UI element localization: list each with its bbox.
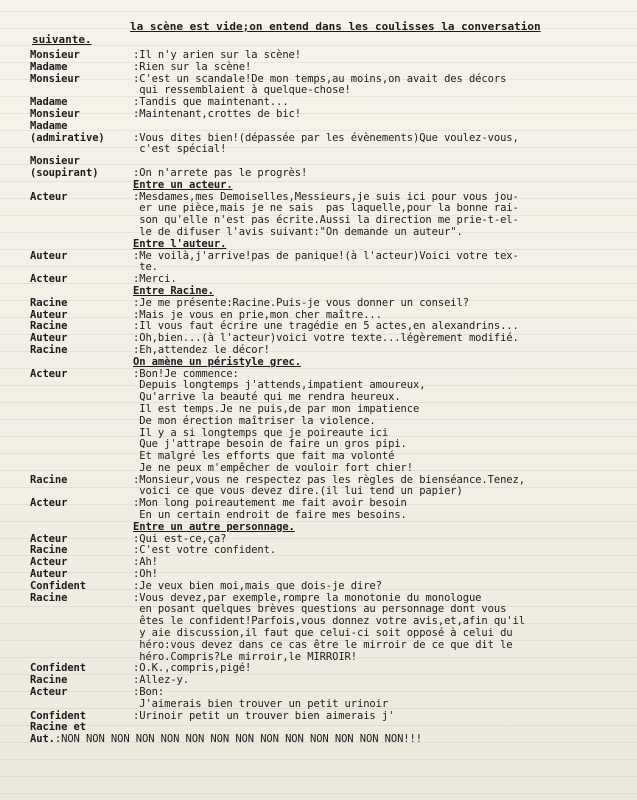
dialogue-text: :Maintenant,crottes de bic! bbox=[133, 107, 301, 120]
speaker-name bbox=[30, 439, 133, 451]
script-line bbox=[30, 262, 625, 274]
speaker-name: Acteur bbox=[30, 686, 68, 699]
dialogue-text: héro:vous devez dans ce cas être le mirroir de ce que dit le bbox=[133, 638, 513, 651]
dialogue-text: :Urinoir petit un trouver bien aimerais j' bbox=[133, 709, 395, 722]
direction-text: Entre l'auteur. bbox=[133, 237, 227, 250]
dialogue-text: Depuis longtemps j'attends,impatient amoureux, bbox=[133, 379, 426, 392]
direction-text: Entre un acteur. bbox=[133, 178, 233, 191]
script-line bbox=[30, 345, 625, 357]
script-body bbox=[30, 50, 625, 746]
speaker-name: Auteur bbox=[30, 308, 68, 321]
final-text: :NON NON NON NON NON NON NON NON NON NON NON NON NON NON!!! bbox=[54, 733, 422, 746]
speaker-name: Confident bbox=[30, 662, 86, 675]
speaker-name bbox=[30, 510, 133, 522]
speaker-name: Monsieur bbox=[30, 72, 80, 85]
speaker-name bbox=[30, 640, 133, 652]
dialogue-text: :Rien sur la scène! bbox=[133, 60, 252, 73]
script-line bbox=[30, 274, 625, 286]
script-line bbox=[30, 652, 625, 664]
script-line bbox=[30, 581, 625, 593]
stage-direction bbox=[30, 286, 625, 298]
speaker-name bbox=[30, 404, 133, 416]
dialogue-text: er une pièce,mais je ne sais pas laquelle,pour la bonne rai- bbox=[133, 202, 519, 215]
speaker-name: Auteur bbox=[30, 568, 68, 581]
speaker-name: Confident bbox=[30, 579, 86, 592]
dialogue-text: :Qui est-ce,ça? bbox=[133, 532, 227, 545]
script-line bbox=[30, 510, 625, 522]
dialogue-text: Que j'attrape besoin de faire un gros pipi. bbox=[133, 438, 407, 451]
direction-text: Entre Racine. bbox=[133, 284, 214, 297]
stage-direction bbox=[30, 180, 625, 192]
speaker-name bbox=[30, 451, 133, 463]
speaker-name bbox=[30, 180, 133, 192]
header-intro: la scène est vide;on entend dans les coulisses la conversation bbox=[130, 20, 541, 33]
script-line bbox=[30, 62, 625, 74]
script-line bbox=[30, 85, 625, 97]
speaker-name bbox=[30, 392, 133, 404]
speaker-name: Monsieur bbox=[30, 107, 80, 120]
dialogue-text: :Monsieur,vous ne respectez pas les règles de bienséance.Tenez, bbox=[133, 473, 525, 486]
script-line bbox=[30, 416, 625, 428]
speaker-name bbox=[30, 416, 133, 428]
dialogue-text: :Me voilà,j'arrive!pas de panique!(à l'acteur)Voici votre tex- bbox=[133, 249, 519, 262]
speaker-name bbox=[30, 604, 133, 616]
speaker-name bbox=[30, 286, 133, 298]
speaker-name: Racine bbox=[30, 544, 68, 557]
dialogue-text: c'est spécial! bbox=[133, 143, 227, 156]
dialogue-text: Je ne peux m'empêcher de vouloir fort chier! bbox=[133, 461, 413, 474]
script-line bbox=[30, 97, 625, 109]
dialogue-text: te. bbox=[133, 261, 158, 274]
stage-direction bbox=[30, 357, 625, 369]
dialogue-text: son qu'elle n'est pas écrite.Aussi la direction me prie-t-el- bbox=[133, 214, 519, 227]
header-continuation: suivante. bbox=[32, 33, 92, 46]
speaker-name: Monsieur bbox=[30, 155, 80, 168]
speaker-name: Acteur bbox=[30, 497, 68, 510]
dialogue-text: Il est temps.Je ne puis,de par mon impatience bbox=[133, 402, 420, 415]
speaker-name: Acteur bbox=[30, 273, 68, 286]
speaker-name: Acteur bbox=[30, 367, 68, 380]
speaker-name: Confident bbox=[30, 709, 86, 722]
script-line bbox=[30, 156, 625, 168]
stage-direction bbox=[30, 522, 625, 534]
speaker-name bbox=[30, 203, 133, 215]
speaker-name: Racine bbox=[30, 320, 68, 333]
speaker-name: Racine bbox=[30, 343, 68, 356]
script-line bbox=[30, 121, 625, 133]
dialogue-text: :Eh,attendez le décor! bbox=[133, 343, 270, 356]
script-line bbox=[30, 640, 625, 652]
dialogue-text: :Merci. bbox=[133, 273, 177, 286]
speaker-name bbox=[30, 380, 133, 392]
speaker-name: Acteur bbox=[30, 190, 68, 203]
dialogue-text: :On n'arrete pas le progrès! bbox=[133, 166, 308, 179]
script-line bbox=[30, 663, 625, 675]
speaker-name: Auteur bbox=[30, 332, 68, 345]
dialogue-text: :Vous dites bien!(dépassée par les évènements)Que voulez-vous, bbox=[133, 131, 519, 144]
dialogue-text: :Oh,bien...(à l'acteur)voici votre texte...légèrement modifié. bbox=[133, 332, 519, 345]
speaker-name: Racine bbox=[30, 674, 68, 687]
dialogue-text: :Il n'y arien sur la scène! bbox=[133, 49, 301, 61]
dialogue-text: en posant quelques brèves questions au personnage dont vous bbox=[133, 603, 507, 616]
dialogue-text: :Allez-y. bbox=[133, 674, 189, 687]
direction-text: On amène un péristyle grec. bbox=[133, 355, 301, 368]
dialogue-text: Qu'arrive la beauté qui me rendra heureux. bbox=[133, 391, 401, 404]
dialogue-text: :C'est votre confident. bbox=[133, 544, 277, 557]
script-line bbox=[30, 333, 625, 345]
speaker-name bbox=[30, 628, 133, 640]
speaker-name bbox=[30, 699, 133, 711]
dialogue-text: Il y a si longtemps que je poireaute ici bbox=[133, 426, 389, 439]
speaker-name: Madame bbox=[30, 96, 68, 109]
stage-direction-header bbox=[32, 20, 622, 48]
final-line bbox=[30, 734, 625, 746]
script-line bbox=[30, 699, 625, 711]
speaker-name: Racine bbox=[30, 591, 68, 604]
script-line bbox=[30, 109, 625, 121]
dialogue-text: :C'est un scandale!De mon temps,au moins,on avait des décors bbox=[133, 72, 507, 85]
dialogue-text: :Bon!Je commence: bbox=[133, 367, 239, 380]
dialogue-text bbox=[133, 121, 625, 133]
script-line bbox=[30, 50, 625, 62]
script-line bbox=[30, 545, 625, 557]
script-line bbox=[30, 557, 625, 569]
speaker-name: Acteur bbox=[30, 556, 68, 569]
speaker-name bbox=[30, 215, 133, 227]
speaker-name: Monsieur bbox=[30, 49, 80, 61]
speaker-name: (soupirant) bbox=[30, 166, 99, 179]
speaker-name bbox=[30, 463, 133, 475]
dialogue-text: :Bon: bbox=[133, 686, 165, 699]
dialogue-text: :Je me présente:Racine.Puis-je vous donner un conseil? bbox=[133, 296, 469, 309]
speaker-name bbox=[30, 616, 133, 628]
script-line bbox=[30, 144, 625, 156]
dialogue-text: :Tandis que maintenant... bbox=[133, 96, 289, 109]
dialogue-text: :Il vous faut écrire une tragédie en 5 actes,en alexandrins... bbox=[133, 320, 519, 333]
dialogue-text: le de difuser l'avis suivant:"On demande un auteur". bbox=[133, 225, 463, 238]
speaker-name bbox=[30, 357, 133, 369]
script-line bbox=[30, 463, 625, 475]
speaker-name: Racine bbox=[30, 296, 68, 309]
dialogue-text: héro.Compris?Le mirroir,le MIRROIR! bbox=[133, 650, 357, 663]
dialogue-text: êtes le confident!Parfois,vous donnez votre avis,et,afin qu'il bbox=[133, 615, 525, 628]
dialogue-text: :Mesdames,mes Demoiselles,Messieurs,je suis ici pour vous jou- bbox=[133, 190, 519, 203]
speaker-name: (admirative) bbox=[30, 131, 105, 144]
dialogue-text: De mon érection maîtriser la violence. bbox=[133, 414, 376, 427]
script-line bbox=[30, 227, 625, 239]
dialogue-text: :Ah! bbox=[133, 556, 158, 569]
script-line bbox=[30, 251, 625, 263]
speaker-name: Acteur bbox=[30, 532, 68, 545]
dialogue-text: En un certain endroit de faire mes besoins. bbox=[133, 509, 407, 522]
dialogue-text: :Mon long poireautement me fait avoir besoin bbox=[133, 497, 407, 510]
script-line bbox=[30, 534, 625, 546]
script-line bbox=[30, 675, 625, 687]
speaker-name: Auteur bbox=[30, 249, 68, 262]
dialogue-text: qui ressemblaient à quelque-chose! bbox=[133, 84, 351, 97]
script-line bbox=[30, 168, 625, 180]
speaker-name bbox=[30, 522, 133, 534]
dialogue-text: y aie discussion,il faut que celui-ci soit opposé à celui du bbox=[133, 627, 513, 640]
dialogue-text: voici ce que vous devez dire.(il lui tend un papier) bbox=[133, 485, 463, 498]
dialogue-text: J'aimerais bien trouver un petit urinoir bbox=[133, 697, 389, 710]
direction-text: Entre un autre personnage. bbox=[133, 520, 295, 533]
dialogue-text: Et malgré les efforts que fait ma volonté bbox=[133, 450, 395, 463]
script-line bbox=[30, 298, 625, 310]
dialogue-text: :O.K.,compris,pigé! bbox=[133, 662, 252, 675]
speaker-name: Madame bbox=[30, 60, 68, 73]
speaker-name: Racine et bbox=[30, 721, 86, 734]
speaker-name: Racine bbox=[30, 473, 68, 486]
speaker-name: Madame bbox=[30, 119, 68, 132]
dialogue-text: :Mais je vous en prie,mon cher maître... bbox=[133, 308, 382, 321]
script-line bbox=[30, 711, 625, 723]
dialogue-text: :Oh! bbox=[133, 568, 158, 581]
dialogue-text: :Vous devez,par exemple,rompre la monotonie du monologue bbox=[133, 591, 482, 604]
speaker-name bbox=[30, 239, 133, 251]
script-line bbox=[30, 404, 625, 416]
stage-direction bbox=[30, 239, 625, 251]
final-speaker: Aut. bbox=[30, 733, 55, 746]
dialogue-text: :Je veux bien moi,mais que dois-je dire? bbox=[133, 579, 382, 592]
speaker-name bbox=[30, 227, 133, 239]
script-line bbox=[30, 133, 625, 145]
speaker-name bbox=[30, 428, 133, 440]
